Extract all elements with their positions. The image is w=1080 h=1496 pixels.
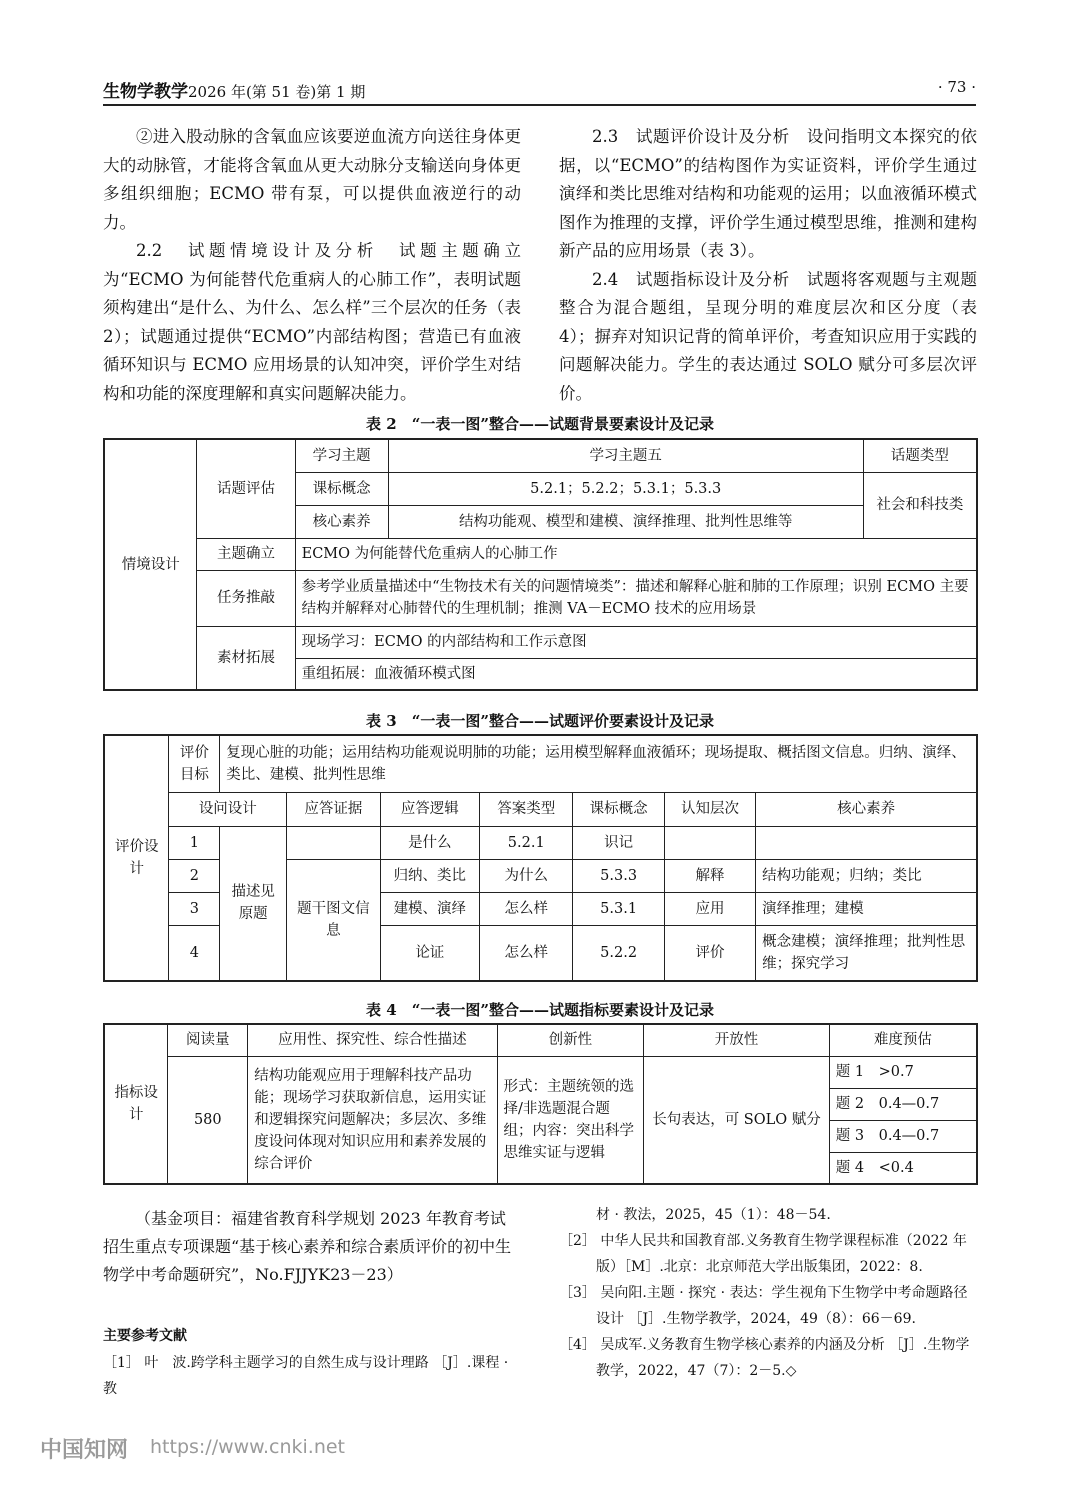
cell-eval-goal-label: 评价目标 xyxy=(169,735,220,792)
table-row-literacy: 概念建模；演绎推理；批判性思维；探究学习 xyxy=(756,925,977,981)
section-2-2 xyxy=(103,237,521,408)
table-2 xyxy=(103,438,978,691)
section-2-4-heading: 2.4 试题指标设计及分析 xyxy=(592,269,790,289)
difficulty-q: 题 1 xyxy=(835,1064,865,1080)
section-2-4-body: 试题将客观题与主观题整合为混合题组，呈现分明的难度层次和区分度（表 4）；摒弃对知识记背的简单评价，考查知识应用于实践的问题解决能力。学生的表达通过 SOLO 赋分可多层次评价。 xyxy=(559,269,978,403)
cell-concept-label: 课标概念 xyxy=(295,472,388,505)
refs-title: 主要参考文献 xyxy=(103,1328,187,1344)
ref-2: ［2］ 中华人民共和国教育部.义务教育生物学课程标准（2022 年版）［M］.北京：北京师范大学出版集团，2022：8. xyxy=(559,1233,967,1275)
journal-name: 生物学教学 xyxy=(103,82,188,102)
cell-material-2: 重组拓展：血液循环模式图 xyxy=(295,658,977,690)
table-row-logic: 论证 xyxy=(380,925,479,981)
journal-header xyxy=(103,77,365,102)
table-row-num: 2 xyxy=(169,859,220,892)
cell-literacy-label: 核心素养 xyxy=(295,505,388,538)
th-difficulty: 难度预估 xyxy=(829,1024,977,1056)
table-row-type: 怎么样 xyxy=(480,892,573,925)
cell-literacy-value: 结构功能观、模型和建模、演绎推理、批判性思维等 xyxy=(388,505,863,538)
table-row-type: 怎么样 xyxy=(480,925,573,981)
table4-caption: 表 4 “一表一图”整合——试题指标要素设计及记录 xyxy=(366,1001,714,1019)
table-3 xyxy=(103,734,978,982)
th-concept: 课标概念 xyxy=(573,792,664,826)
cell-eval-goal-value: 复现心脏的功能；运用结构功能观说明肺的功能；运用模型解释血液循环；现场提取、概括图文信息。归纳、演绎、类比、建模、批判性思维 xyxy=(220,735,977,792)
page-number: · 73 · xyxy=(937,78,976,96)
difficulty-v: <0.4 xyxy=(878,1159,914,1176)
fund-note: （基金项目：福建省教育科学规划 2023 年教育考试招生重点专项课题“基于核心素养和综合素质评价的初中生物学中考命题研究”，No.FJJYK23－23） xyxy=(103,1209,512,1284)
table-row-level xyxy=(664,826,755,859)
table-row-literacy xyxy=(756,826,977,859)
th-evidence: 应答证据 xyxy=(287,792,380,826)
refs-right xyxy=(559,1202,979,1384)
table-row-concept: 5.2.2 xyxy=(573,925,664,981)
cell-type-value: 社会和科技类 xyxy=(863,472,977,538)
table-row-concept: 识记 xyxy=(573,826,664,859)
ref-4: ［4］ 吴成军.义务教育生物学核心素养的内涵及分析 ［J］.生物学教学，2022，47（7）：2－5.◇ xyxy=(559,1337,970,1379)
th-literacy: 核心素养 xyxy=(756,792,977,826)
difficulty-v: 0.4—0.7 xyxy=(878,1096,940,1112)
th-answer-type: 答案类型 xyxy=(480,792,573,826)
difficulty-row xyxy=(829,1152,977,1184)
difficulty-row xyxy=(829,1088,977,1120)
cell-material-label: 素材拓展 xyxy=(197,626,295,690)
table-row-logic: 归纳、类比 xyxy=(380,859,479,892)
cell-stem-info: 题干图文信息 xyxy=(287,859,380,981)
difficulty-row xyxy=(829,1120,977,1152)
table-row-num: 4 xyxy=(169,925,220,981)
cell-description-value: 结构功能观应用于理解科技产品功能；现场学习获取新信息，运用实证和逻辑探究问题解决；多层次、多维度设问体现对知识应用和素养发展的综合评价 xyxy=(248,1056,497,1184)
cell-evidence-blank xyxy=(287,826,380,859)
section-2-4 xyxy=(559,266,977,409)
cell-material-1: 现场学习：ECMO 的内部结构和工作示意图 xyxy=(295,626,977,658)
table-row-num: 1 xyxy=(169,826,220,859)
table-row-literacy: 结构功能观；归纳；类比 xyxy=(756,859,977,892)
difficulty-v: >0.7 xyxy=(878,1064,914,1080)
th-reading: 阅读量 xyxy=(168,1024,248,1056)
cell-task-value: 参考学业质量描述中“生物技术有关的问题情境类”：描述和解释心脏和肺的工作原理；识别 ECMO 主要结构并解释对心肺替代的生理机制；推测 VA－ECMO 技术的应用场景 xyxy=(295,570,977,626)
cell-eval-design: 评价设计 xyxy=(104,735,169,981)
cell-theme-label: 学习主题 xyxy=(295,439,388,472)
difficulty-row xyxy=(829,1056,977,1088)
difficulty-q: 题 2 xyxy=(835,1096,865,1112)
table-row-type: 为什么 xyxy=(480,859,573,892)
table-row-concept: 5.3.1 xyxy=(573,892,664,925)
table-row-literacy: 演绎推理；建模 xyxy=(756,892,977,925)
table-row-type: 5.2.1 xyxy=(480,826,573,859)
th-description: 应用性、探究性、综合性描述 xyxy=(248,1024,497,1056)
cell-openness-value: 长句表达，可 SOLO 赋分 xyxy=(644,1056,830,1184)
section-2-2-body: 试题主题确立为“ECMO 为何能替代危重病人的心肺工作”，表明试题须构建出“是什么、为什么、怎么样”三个层次的任务（表 2）；试题通过提供“ECMO”内部结构图；营造已有血液循环知识与 ECMO 应用场景的认知冲突，评价学生对结构和功能的深度理解和真实问题解决能力。 xyxy=(103,241,521,403)
table2-caption: 表 2 “一表一图”整合——试题背景要素设计及记录 xyxy=(366,415,714,433)
table-row-level: 应用 xyxy=(664,892,755,925)
cell-innovation-value: 形式：主题统领的选择/非选题混合题组；内容：突出科学思维实证与逻辑 xyxy=(497,1056,644,1184)
th-level: 认知层次 xyxy=(664,792,755,826)
cell-index-design: 指标设计 xyxy=(104,1024,168,1184)
cell-task-label: 任务推敲 xyxy=(197,570,295,626)
table-row-concept: 5.3.3 xyxy=(573,859,664,892)
journal-issue: 2026 年(第 51 卷)第 1 期 xyxy=(188,83,366,101)
cell-topic-eval: 话题评估 xyxy=(197,439,295,538)
table-4 xyxy=(103,1023,978,1185)
cnki-logo: 中国知网 xyxy=(40,1438,129,1463)
ref-1: ［1］ 叶 波.跨学科主题学习的自然生成与设计理路 ［J］.课程 · 教 xyxy=(103,1355,509,1397)
table-row-num: 3 xyxy=(169,892,220,925)
cell-type-label: 话题类型 xyxy=(863,439,977,472)
cell-situation: 情境设计 xyxy=(104,439,197,690)
table3-caption: 表 3 “一表一图”整合——试题评价要素设计及记录 xyxy=(366,712,714,730)
cell-confirm-label: 主题确立 xyxy=(197,538,295,570)
column-right xyxy=(559,123,977,408)
ref-3: ［3］ 吴向阳.主题 · 探究 · 表达：学生视角下生物学中考命题路径设计 ［J］.生物学教学，2024，49（8）：66－69. xyxy=(559,1285,968,1327)
section-2-3 xyxy=(559,123,977,266)
cell-confirm-value: ECMO 为何能替代危重病人的心肺工作 xyxy=(295,538,977,570)
th-question-design: 设问设计 xyxy=(169,792,287,826)
cell-theme-value: 学习主题五 xyxy=(388,439,863,472)
header-rule xyxy=(103,104,976,106)
cell-concept-value: 5.2.1；5.2.2；5.3.1；5.3.3 xyxy=(388,472,863,505)
th-innovation: 创新性 xyxy=(497,1024,644,1056)
difficulty-q: 题 4 xyxy=(835,1159,865,1176)
table-row-level: 评价 xyxy=(664,925,755,981)
th-logic: 应答逻辑 xyxy=(380,792,479,826)
th-openness: 开放性 xyxy=(644,1024,830,1056)
section-2-2-heading: 2.2 试题情境设计及分析 xyxy=(136,241,378,260)
column-left xyxy=(103,123,521,408)
table-row-level: 解释 xyxy=(664,859,755,892)
cnki-url[interactable]: https://www.cnki.net xyxy=(150,1436,346,1458)
table-row-logic: 是什么 xyxy=(380,826,479,859)
cell-see-question: 描述见原题 xyxy=(220,826,287,981)
table-row-logic: 建模、演绎 xyxy=(380,892,479,925)
ref-1-cont: 材 · 教法，2025，45（1）：48－54. xyxy=(596,1207,831,1223)
difficulty-v: 0.4—0.7 xyxy=(878,1128,940,1144)
difficulty-q: 题 3 xyxy=(835,1128,865,1144)
section-2-3-body: 设问指明文本探究的依据，以“ECMO”的结构图作为实证资料，评价学生通过演绎和类比思维对结构和功能观的运用；以血液循环模式图作为推理的支撑，评价学生通过模型思维，推测和建构新产品的应用场景（表 3）。 xyxy=(559,127,978,260)
section-2-3-heading: 2.3 试题评价设计及分析 xyxy=(592,127,790,146)
cell-reading-value: 580 xyxy=(168,1056,248,1184)
paragraph-continue: ②进入股动脉的含氧血应该要逆血流方向送往身体更大的动脉管，才能将含氧血从更大动脉分支输送向身体更多组织细胞；ECMO 带有泵，可以提供血液逆行的动力。 xyxy=(103,127,521,232)
